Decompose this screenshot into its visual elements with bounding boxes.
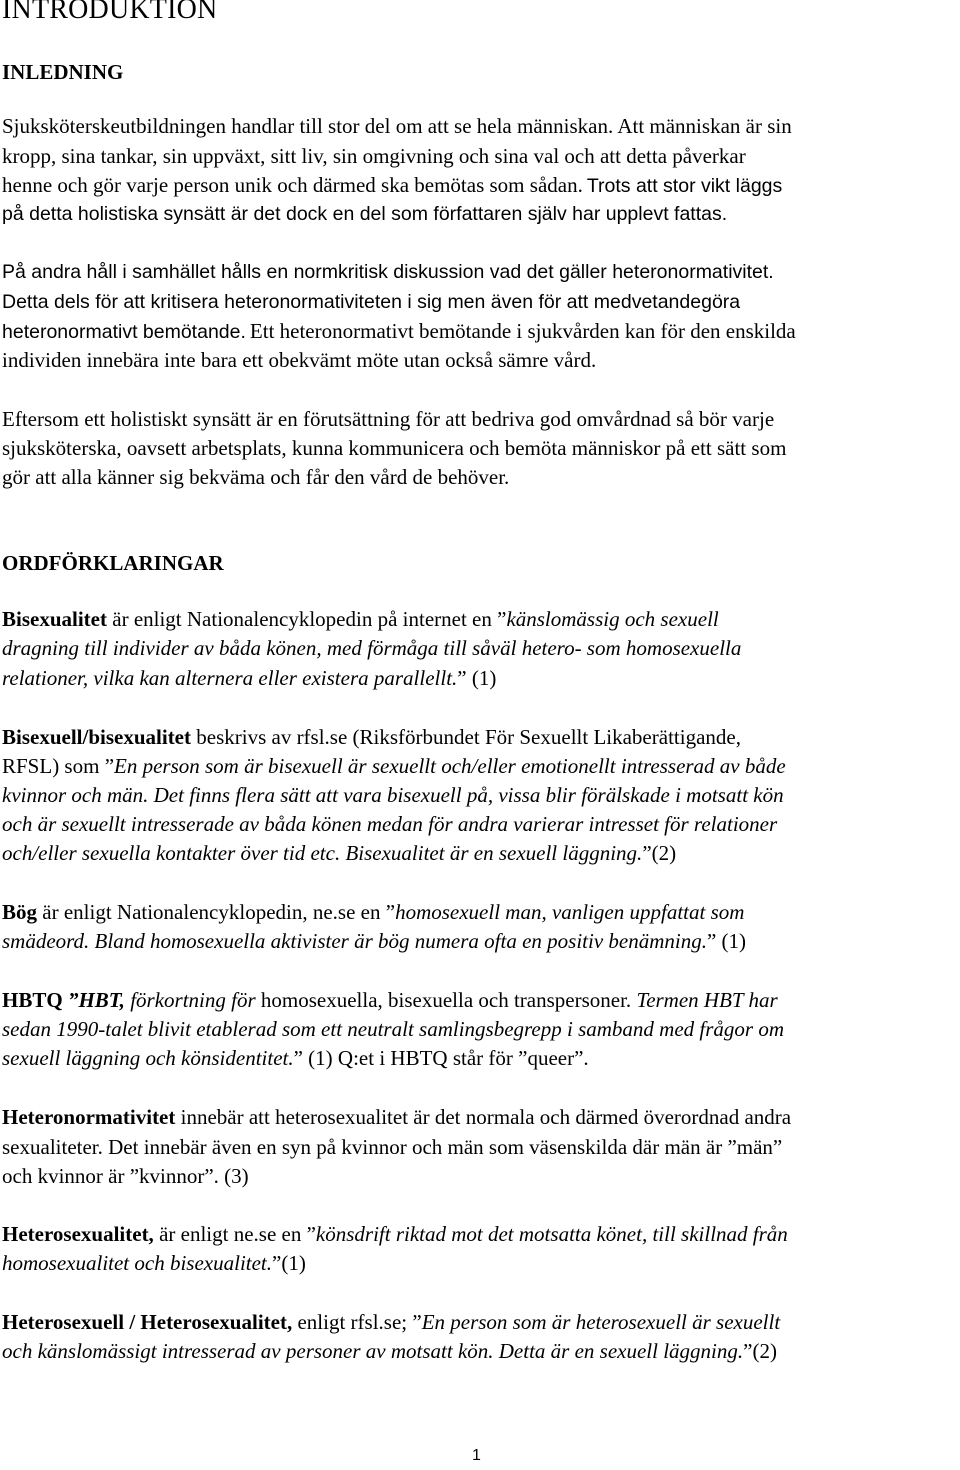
intro-p1-line3 (2, 171, 782, 202)
page-number: 1 (472, 1447, 481, 1464)
main-heading: INTRODUKTION (2, 0, 218, 25)
def-bisexuell-line4: och är sexuellt intresserade av båda könen medan för andra varierar intresset för relationer (2, 812, 778, 836)
def-bisexualitet-line1: Bisexualitet är enligt Nationalencyklopedin på internet en ”känslomässig och sexuell (2, 607, 719, 631)
intro-p3-line1: Eftersom ett holistiskt synsätt är en förutsättning för att bedriva god omvårdnad så bör varje (2, 407, 775, 431)
intro-p2-line1: På andra håll i samhället hålls en normkritisk diskussion vad det gäller heteronormativitet. (2, 261, 774, 283)
intro-p2-line3 (2, 317, 796, 348)
def-hbtq-line2: sedan 1990-talet blivit etablerad som ett neutralt samlingsbegrepp i samband med frågor om (2, 1017, 784, 1041)
def-heteronormativitet-line3: och kvinnor är ”kvinnor”. (3) (2, 1164, 249, 1188)
def-bisexuell-line1: Bisexuell/bisexualitet beskrivs av rfsl.se (Riksförbundet För Sexuellt Likaberättigande, (2, 725, 741, 749)
term-bog: Bög (2, 900, 38, 924)
def-bog-line1: Bög är enligt Nationalencyklopedin, ne.se en ”homosexuell man, vanligen uppfattat som (2, 900, 745, 924)
section-heading-ordforklaringar: ORDFÖRKLARINGAR (2, 551, 224, 575)
term-hbtq: HBTQ (2, 988, 63, 1012)
term-heterosexuell: Heterosexuell / Heterosexualitet, (2, 1310, 293, 1334)
intro-p2-line2: Detta dels för att kritisera heteronormativiteten i sig men även för att medvetandegöra (2, 291, 741, 313)
term-heteronormativitet: Heteronormativitet (2, 1105, 176, 1129)
intro-p2-line4: individen innebära inte bara ett obekvämt möte utan också sämre vård. (2, 348, 597, 372)
term-bisexualitet: Bisexualitet (2, 607, 107, 631)
def-heterosexualitet-line2: homosexualitet och bisexualitet.”(1) (2, 1251, 306, 1275)
intro-p2-line3-sans: heteronormativt bemötande. (2, 321, 246, 343)
def-heteronormativitet-line1: Heteronormativitet innebär att heterosexualitet är det normala och därmed överordnad andra (2, 1105, 792, 1129)
def-heteronormativitet-line2: sexualiteter. Det innebär även en syn på kvinnor och män som väsenskilda där män är ”män” (2, 1135, 783, 1159)
intro-p1-line3-sans: Trots att stor vikt läggs (586, 175, 783, 197)
def-heterosexuell-line1: Heterosexuell / Heterosexualitet, enligt rfsl.se; ”En person som är heterosexuell är sexuellt (2, 1310, 781, 1334)
term-heterosexualitet: Heterosexualitet, (2, 1222, 154, 1246)
def-heterosexuell-line2: och känslomässigt intresserad av personer av motsatt kön. Detta är en sexuell läggning.”(2) (2, 1339, 777, 1363)
def-heterosexualitet-line1: Heterosexualitet, är enligt ne.se en ”könsdrift riktad mot det motsatta könet, till skillnad från (2, 1222, 788, 1246)
intro-p3-line2: sjuksköterska, oavsett arbetsplats, kunna kommunicera och bemöta människor på ett sätt som (2, 436, 787, 460)
def-bog-line2: smädeord. Bland homosexuella aktivister är bög numera ofta en positiv benämning.” (1) (2, 929, 747, 953)
def-bisexualitet-line2: dragning till individer av båda könen, med förmåga till såväl hetero- som homosexuella (2, 636, 742, 660)
intro-p1-line3-serif: henne och gör varje person unik och därmed ska bemötas som sådan. (2, 173, 583, 197)
def-bisexuell-line3: kvinnor och män. Det finns flera sätt att vara bisexuell på, vissa blir förälskade i motsatt kön (2, 783, 784, 807)
intro-p2-line3-serif: Ett heteronormativt bemötande i sjukvården kan för den enskilda (249, 319, 796, 343)
def-bisexualitet-line3: relationer, vilka kan alternera eller existera parallellt.” (1) (2, 666, 497, 690)
def-hbtq-line3: sexuell läggning och könsidentitet.” (1) Q:et i HBTQ står för ”queer”. (2, 1046, 589, 1070)
term-bisexuell: Bisexuell/bisexualitet (2, 725, 191, 749)
def-hbtq-line1: HBTQ ”HBT, förkortning för homosexuella, bisexuella och transpersoner. Termen HBT har (2, 988, 778, 1012)
intro-p1-line2: kropp, sina tankar, sin uppväxt, sitt liv, sin omgivning och sina val och att detta påverkar (2, 144, 746, 168)
intro-p3-line3: gör att alla känner sig bekväma och får den vård de behöver. (2, 465, 510, 489)
def-bisexuell-line5: och/eller sexuella kontakter över tid etc. Bisexualitet är en sexuell läggning.”(2) (2, 841, 677, 865)
section-heading-inledning: INLEDNING (2, 60, 124, 84)
def-bisexuell-line2: RFSL) som ”En person som är bisexuell är sexuellt och/eller emotionellt intresserad av både (2, 754, 786, 778)
intro-p1-line1: Sjuksköterskeutbildningen handlar till stor del om att se hela människan. Att människan är sin (2, 114, 792, 138)
intro-p1-line4: på detta holistiska synsätt är det dock en del som författaren själv har upplevt fattas. (2, 203, 728, 225)
